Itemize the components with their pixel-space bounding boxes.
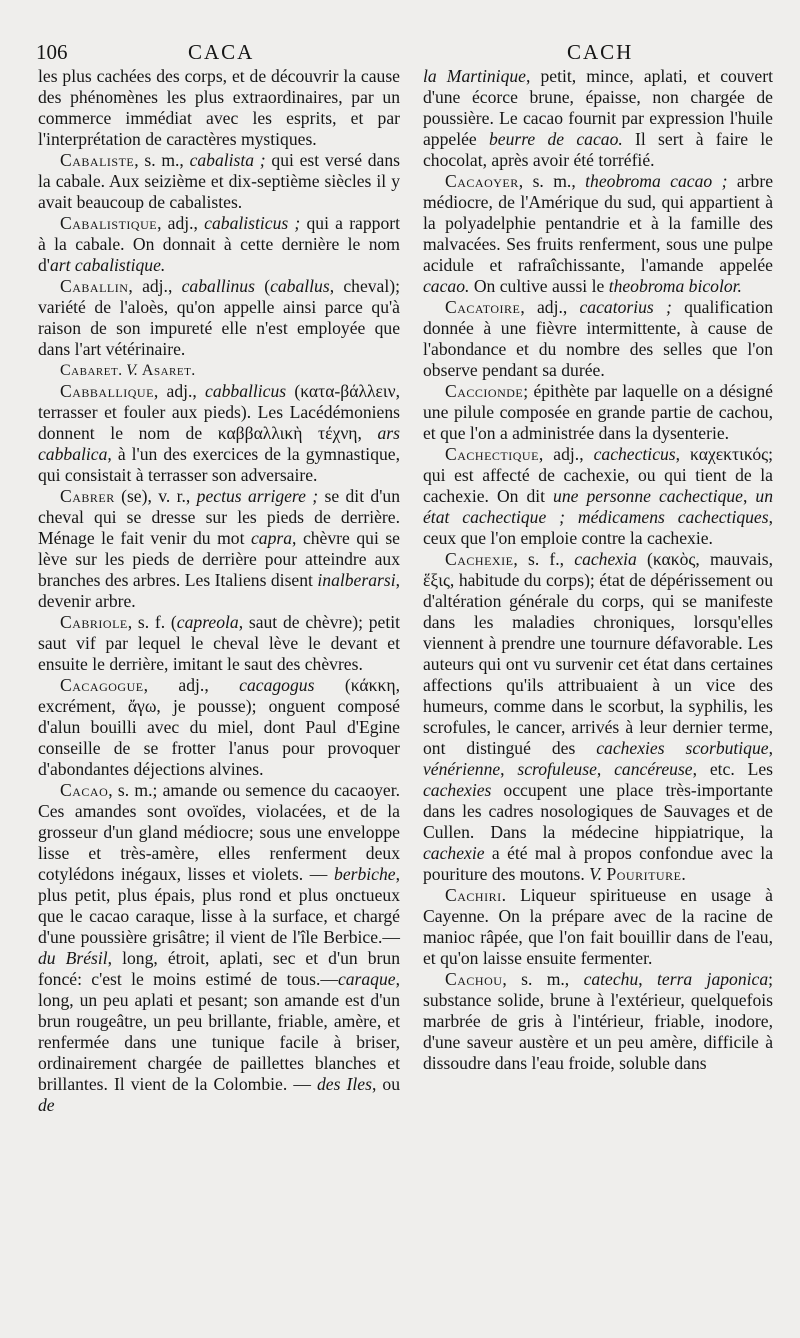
entry-text: . bbox=[118, 362, 127, 379]
italic-term: inalberarsi bbox=[317, 570, 396, 590]
italic-term: pectus arrigere ; bbox=[196, 486, 319, 506]
italic-term: terra japonica bbox=[657, 969, 769, 989]
italic-term: cachexie bbox=[423, 843, 485, 863]
dictionary-entry bbox=[423, 171, 773, 297]
italic-term: un état cachectique ; médicamens cachectiques bbox=[423, 486, 773, 527]
dictionary-entry bbox=[423, 969, 773, 1074]
dictionary-entry bbox=[38, 381, 400, 486]
headword: Cabaliste bbox=[60, 150, 135, 170]
dictionary-entry bbox=[38, 213, 400, 276]
entry-text: , etc. Les bbox=[692, 759, 773, 779]
dictionary-entry bbox=[423, 885, 773, 969]
entry-text: , adj., bbox=[157, 213, 205, 233]
italic-term: ars cabbalica, bbox=[38, 423, 400, 464]
italic-term: caballinus bbox=[181, 276, 255, 296]
italic-term: cabalista ; bbox=[189, 150, 266, 170]
left-column bbox=[38, 66, 400, 1116]
entry-text: , plus petit, plus épais, plus rond et plus onctueux que le cacao caraque, lisse à la surface, et chargé d'une poussière grisâtre; il vient de l'île Berbice.— bbox=[38, 864, 400, 947]
italic-term: cabballicus bbox=[205, 381, 287, 401]
continued-paragraph bbox=[423, 66, 773, 171]
headword: Cabalistique bbox=[60, 213, 158, 233]
italic-term: une personne cachectique bbox=[553, 486, 743, 506]
page-number: 106 bbox=[36, 40, 68, 64]
entry-text: se dit d'un cheval qui se dresse sur les pieds de derrière. Ménage le fait venir du mot bbox=[38, 486, 400, 548]
entry-text: , ceux que l'on emploie contre la cachexie. bbox=[423, 507, 773, 548]
entry-text: ( bbox=[254, 276, 271, 296]
entry-text: arbre médiocre, de l'Amérique du sud, qui appartient à la polyadelphie pentandrie et à la famille des malvacées. Ses fruits renferment, sous une pulpe acidule et rafraîchissante, l'amande appelée bbox=[423, 171, 774, 275]
headword: Cachexie bbox=[445, 549, 514, 569]
entry-text: , devenir arbre. bbox=[38, 570, 400, 611]
entry-text: , s. m., bbox=[518, 171, 586, 191]
headword: Caccionde bbox=[445, 381, 524, 401]
italic-term: cachexia bbox=[574, 549, 637, 569]
entry-text: , καχεκτικός; qui est affecté de cachexie, ou qui tient de la cachexie. On dit bbox=[423, 444, 773, 506]
entry-text: . Liqueur spiritueuse en usage à Cayenne. On la prépare avec de la racine de manioc râpée, que l'on fait bouillir dans de l'eau, et qu'on laisse ensuite fermenter. bbox=[423, 885, 773, 968]
italic-term: des Iles bbox=[317, 1074, 372, 1094]
italic-term: V. bbox=[589, 864, 603, 884]
headword: Pouriture bbox=[606, 864, 682, 884]
left-running-head: CACA bbox=[188, 40, 255, 64]
headword: Cabriole bbox=[60, 612, 128, 632]
running-header bbox=[36, 40, 788, 66]
cross-reference-entry bbox=[38, 360, 400, 381]
dictionary-entry bbox=[423, 444, 773, 549]
headword: Cachou bbox=[445, 969, 503, 989]
entry-text: . bbox=[191, 362, 196, 379]
entry-text: qui a rapport à la cabale. On donnait à cette dernière le nom d' bbox=[38, 213, 401, 275]
entry-text: , s. f., bbox=[513, 549, 575, 569]
headword: Cacaoyer bbox=[445, 171, 519, 191]
italic-term: beurre de cacao. bbox=[488, 129, 623, 149]
entry-text: , adj., bbox=[153, 381, 206, 401]
italic-term: cachexies scorbutique bbox=[596, 738, 769, 758]
dictionary-entry bbox=[423, 381, 773, 444]
italic-term: cacatorius ; bbox=[579, 297, 672, 317]
headword: Cacao bbox=[60, 780, 109, 800]
entry-text: , saut de chèvre); petit saut vif par lequel le cheval lève le devant et ensuite le derrière, imitant le saut des chèvres. bbox=[38, 612, 400, 674]
entry-text: , bbox=[638, 969, 658, 989]
entry-text: , bbox=[500, 759, 518, 779]
entry-text: . bbox=[681, 864, 686, 884]
italic-term: cacao. bbox=[423, 276, 470, 296]
entry-text: , ou bbox=[371, 1074, 401, 1094]
italic-term: vénérienne bbox=[423, 759, 501, 779]
entry-text: , petit, mince, aplati, et couvert d'une écorce brune, épaisse, non chargée de poussière. Le cacao fournit par expression l'huile appelée bbox=[423, 66, 773, 149]
entry-text: Il sert à faire le chocolat, après avoir été torréfié. bbox=[423, 129, 773, 170]
headword: Cachiri bbox=[445, 885, 502, 905]
italic-term: V. bbox=[126, 362, 138, 379]
headword: Cachectique bbox=[445, 444, 539, 464]
italic-term: art cabalistique. bbox=[49, 255, 166, 275]
dictionary-entry bbox=[38, 612, 400, 675]
italic-term: de bbox=[38, 1095, 55, 1115]
entry-text: , cheval); variété de l'aloès, qu'on appelle ainsi parce qu'à raison de son impureté elle n'est employée que dans l'art vétérinaire. bbox=[38, 276, 400, 359]
entry-text: qualification donnée à une fièvre intermittente, à cause de l'abondance et du nombre des selles que l'on observe pendant sa durée. bbox=[423, 297, 773, 380]
entry-text: , adj., bbox=[538, 444, 594, 464]
entry-text: , chèvre qui se lève sur les pieds de derrière pour atteindre aux branches des arbres. Les Italiens disent bbox=[38, 528, 400, 590]
dictionary-entry bbox=[38, 675, 400, 780]
headword: Caballin bbox=[60, 276, 129, 296]
italic-term: cabalisticus ; bbox=[204, 213, 301, 233]
entry-text: , s. m., bbox=[502, 969, 584, 989]
entry-text: ; substance solide, brune à l'extérieur, quelquefois marbrée de gris à l'intérieur, friable, inodore, d'une saveur austère et un peu amère, difficile à dissoudre dans l'eau froide, soluble dans bbox=[423, 969, 774, 1073]
italic-term: scrofuleuse bbox=[517, 759, 597, 779]
entry-text: , long, étroit, aplati, sec et d'un brun foncé: c'est le moins estimé de tous.— bbox=[38, 948, 400, 989]
italic-term: catechu bbox=[583, 969, 639, 989]
headword: Cacatoire bbox=[445, 297, 521, 317]
dictionary-entry bbox=[38, 276, 400, 360]
italic-term: capra bbox=[251, 528, 293, 548]
italic-term: capreola bbox=[176, 612, 239, 632]
entry-text: à l'un des exercices de la gymnastique, qui consistait à terrasser son adversaire. bbox=[38, 444, 400, 485]
entry-text: (κατα-βάλλειν, terrasser et fouler aux pieds). Les Lacédémoniens donnent le nom de καββαλλικὴ τέχνη, bbox=[38, 381, 400, 443]
entry-text: (se), v. r., bbox=[114, 486, 197, 506]
continued-paragraph bbox=[38, 66, 400, 150]
dictionary-entry bbox=[38, 780, 400, 1116]
entry-text: On cultive aussi le bbox=[469, 276, 609, 296]
headword: Cabrer bbox=[60, 486, 115, 506]
dictionary-entry bbox=[423, 297, 773, 381]
entry-text: occupent une place très-importante dans les cadres nosologiques de Sauvages et de Cullen. Dans la médecine hippiatrique, la bbox=[423, 780, 773, 842]
entry-text: , bbox=[768, 738, 773, 758]
entry-text: (κάκκη, excrément, ἄγω, je pousse); onguent composé d'alun bouilli avec du miel, dont Paul d'Egine conseille de se frotter l'anus pour provoquer d'abondantes déjections alvines. bbox=[38, 675, 400, 779]
entry-text: a été mal à propos confondue avec la pouriture des moutons. bbox=[423, 843, 773, 884]
entry-text: (κακὸς, mauvais, ἕξις, habitude du corps); état de dépérissement ou d'altération générale du corps, qui se manifeste dans les maladies chroniques, lorsqu'elles viennent à prendre une tournure défavorable. Les auteurs qui ont vu survenir cet état dans certaines affections qu'ils attribuaient à un vice des humeurs, comme dans le scorbut, la syphilis, les scrofules, le cancer, arrivés à leur dernier terme, ont distingué des bbox=[423, 549, 773, 758]
italic-term: berbiche bbox=[334, 864, 396, 884]
italic-term: cachexies bbox=[423, 780, 492, 800]
headword: Cabballique bbox=[60, 381, 154, 401]
entry-text: , adj., bbox=[520, 297, 580, 317]
entry-text: , long, un peu aplati et pesant; son amande est d'un brun rougeâtre, un peu brillante, friable, amère, et renfermée dans une tunique facile à briser, ordinairement chargée de paillettes blanches et brillantes. Il vient de la Colombie. — bbox=[38, 969, 400, 1094]
dictionary-entry bbox=[38, 150, 400, 213]
headword: Cabaret bbox=[60, 362, 119, 379]
entry-text: ; épithète par laquelle on a désigné une pilule composée en grande partie de cachou, et que l'on a administrée dans la dysenterie. bbox=[423, 381, 773, 443]
entry-text: , s. f. ( bbox=[127, 612, 177, 632]
italic-term: theobroma cacao ; bbox=[585, 171, 728, 191]
entry-text: , bbox=[742, 486, 756, 506]
italic-term: cachecticus bbox=[593, 444, 676, 464]
entry-text: qui est versé dans la cabale. Aux seizième et dix-septième siècles il y avait beaucoup de cabalistes. bbox=[38, 150, 400, 212]
entry-text: , s. m., bbox=[134, 150, 190, 170]
italic-term: cancéreuse bbox=[614, 759, 693, 779]
headword: Cacagogue bbox=[60, 675, 144, 695]
dictionary-entry bbox=[38, 486, 400, 612]
italic-term: theobroma bicolor. bbox=[608, 276, 742, 296]
entry-text: les plus cachées des corps, et de découvrir la cause des phénomènes les plus extraordinaires, par un commerce immédiat avec les esprits, et par l'interprétation de caractères mystiques. bbox=[38, 66, 400, 149]
right-column bbox=[423, 66, 773, 1074]
right-running-head: CACH bbox=[567, 40, 634, 64]
entry-text: , adj., bbox=[143, 675, 240, 695]
entry-text: , adj., bbox=[128, 276, 182, 296]
entry-text: , s. m.; amande ou semence du cacaoyer. Ces amandes sont ovoïdes, violacées, et de la grosseur d'un gland médiocre; sous une enveloppe lisse et très-amère, elles renferment deux cotylédons inégaux, lisses et violets. — bbox=[38, 780, 400, 884]
italic-term: caballus bbox=[270, 276, 330, 296]
dictionary-entry bbox=[423, 549, 773, 885]
entry-text: , bbox=[596, 759, 615, 779]
italic-term: caraque bbox=[337, 969, 396, 989]
italic-term: cacagogus bbox=[239, 675, 315, 695]
headword: Asaret bbox=[141, 362, 192, 379]
italic-term: la Martinique bbox=[423, 66, 526, 86]
italic-term: du Brésil bbox=[38, 948, 108, 968]
